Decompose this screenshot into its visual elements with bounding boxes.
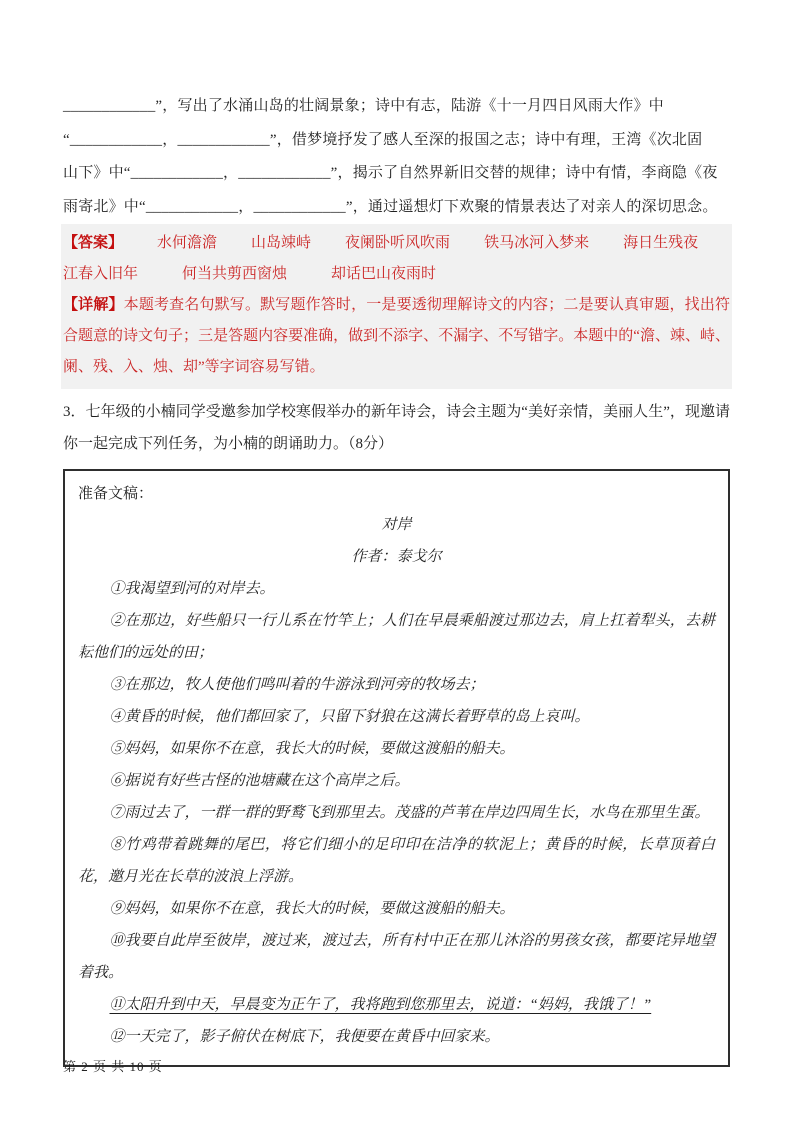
poem-stanza-7: ⑦雨过去了，一群一群的野鹜飞到那里去。茂盛的芦苇在岸边四周生长，水鸟在那里生蛋。 xyxy=(109,805,710,821)
poem-stanza-9: ⑨妈妈，如果你不在意，我长大的时候，要做这渡船的船夫。 xyxy=(109,901,515,917)
answer-item: 海日生残夜 xyxy=(623,235,699,251)
poem-stanza-11-underlined: ⑪太阳升到中天，早晨变为正午了，我将跑到您那里去，说道：“妈妈，我饿了！” xyxy=(109,997,652,1013)
poem-title: 对岸 xyxy=(381,517,412,533)
poem-stanza-3: ③在那边，牧人使他们鸣叫着的牛游泳到河旁的牧场去； xyxy=(109,677,485,693)
intro-line-4: 雨寄北》中“____________，____________”，通过遥想灯下欢聚的情景表达了对亲人的深切思念。 xyxy=(63,198,718,215)
poem-stanza-4: ④黄昏的时候，他们都回家了，只留下豺狼在这满长着野草的岛上哀叫。 xyxy=(109,709,590,725)
poem-stanza-12: ⑫一天完了，影子俯伏在树底下，我便要在黄昏中回家来。 xyxy=(109,1029,500,1045)
intro-paragraph xyxy=(63,90,730,224)
poem-stanza-2: ②在那边，好些船只一行儿系在竹竿上；人们在早晨乘船渡过那边去，肩上扛着犁头，去耕耘他们的远处的田； xyxy=(78,613,715,661)
answer-label: 【答案】 xyxy=(63,235,124,251)
answer-explanation-block xyxy=(61,224,732,389)
answer-item: 江春入旧年 xyxy=(63,266,139,282)
detail-label: 【详解】 xyxy=(63,297,124,313)
answer-item: 水何澹澹 xyxy=(157,235,218,251)
poem-box-label: 准备文稿： xyxy=(78,486,154,502)
intro-line-3: 山下》中“____________，____________”，揭示了自然界新旧交替的规律；诗中有情，李商隐《夜 xyxy=(63,165,718,181)
detail-paragraph xyxy=(63,290,730,383)
poem-box xyxy=(63,469,730,1067)
answer-item: 却话巴山夜雨时 xyxy=(331,266,437,282)
poem-stanza-1: ①我渴望到河的对岸去。 xyxy=(109,581,275,597)
poem-stanza-8: ⑧竹鸡带着跳舞的尾巴，将它们细小的足印印在洁净的软泥上；黄昏的时候，长草顶着白花，邀月光在长草的波浪上浮游。 xyxy=(78,837,715,885)
footer-page-number: 第 2 页 共 10 页 xyxy=(63,1059,163,1074)
poem-stanza-10: ⑩我要自此岸至彼岸，渡过来，渡过去，所有村中正在那儿沐浴的男孩女孩，都要诧异地望着我。 xyxy=(78,933,715,981)
poem-author: 作者：泰戈尔 xyxy=(351,549,442,565)
intro-line-2: “____________，____________”，借梦境抒发了感人至深的报国之志；诗中有理，王湾《次北固 xyxy=(63,131,703,148)
answer-item: 铁马冰河入梦来 xyxy=(484,235,590,251)
answer-item: 夜阑卧听风吹雨 xyxy=(345,235,451,251)
answer-row-1 xyxy=(63,228,730,259)
poem-stanza-5: ⑤妈妈，如果你不在意，我长大的时候，要做这渡船的船夫。 xyxy=(109,741,515,757)
answer-item: 何当共剪西窗烛 xyxy=(182,266,288,282)
intro-line-1: ____________”，写出了水涌山岛的壮阔景象；诗中有志，陆游《十一月四日风雨大作》中 xyxy=(63,98,664,114)
question-3-stem: 3．七年级的小楠同学受邀参加学校寒假举办的新年诗会，诗会主题为“美好亲情，美丽人生”，现邀请你一起完成下列任务，为小楠的朗诵助力。（8分） xyxy=(63,404,730,452)
answer-item: 山岛竦峙 xyxy=(251,235,312,251)
detail-text: 本题考查名句默写。默写题作答时，一是要透彻理解诗文的内容；二是要认真审题，找出符合题意的诗文句子；三是答题内容要准确，做到不添字、不漏字、不写错字。本题中的“澹、竦、峙、阑、残、入、烛、却”等字词容易写错。 xyxy=(63,297,730,375)
poem-stanza-6: ⑥据说有好些古怪的池塘藏在这个高岸之后。 xyxy=(109,773,410,789)
answer-row-2 xyxy=(63,259,730,290)
